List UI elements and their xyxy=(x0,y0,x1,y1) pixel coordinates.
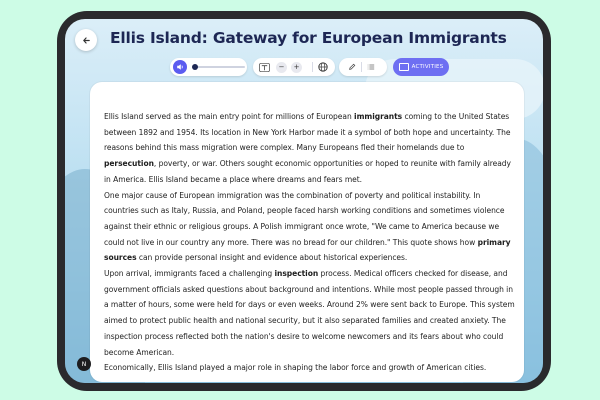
activities-button[interactable] xyxy=(393,58,449,76)
language-button[interactable] xyxy=(318,62,328,72)
text-run: One major cause of European immigration was the combination of poverty and political instability. In countries such as Italy, Russia, and Poland, people faced harsh working conditions and sometimes violence against their ethnic or religious groups. A Polish immigrant once wrote, "We came to America because we could not live in our country any more. There was no bread for our children." This quote shows how xyxy=(104,190,505,247)
notes-button[interactable] xyxy=(367,63,375,71)
corner-badge[interactable]: N xyxy=(77,357,91,371)
toolbar-divider xyxy=(312,62,313,72)
audio-progress-knob[interactable] xyxy=(192,64,198,70)
increase-text-button[interactable]: + xyxy=(291,62,302,73)
toolbar-divider xyxy=(361,62,362,72)
pencil-icon xyxy=(348,63,356,71)
activities-label: ACTIVITIES xyxy=(411,64,444,70)
audio-progress-slider[interactable] xyxy=(193,66,245,68)
keyword-term[interactable]: persecution xyxy=(104,159,154,169)
article-card xyxy=(90,82,524,382)
edit-tools xyxy=(339,58,387,76)
keyword-term[interactable]: primary sources xyxy=(104,237,511,263)
text-tools xyxy=(253,58,335,76)
text-run: can provide personal insight and evidence about historical experiences. xyxy=(136,253,408,263)
arrow-left-icon xyxy=(82,36,91,45)
speaker-icon xyxy=(176,63,184,71)
activities-icon xyxy=(399,63,409,71)
text-run: , poverty, or war. Others sought economic opportunities or hoped to reunite with family already in America. Ellis Island became a place where dreams and fears met. xyxy=(104,159,511,184)
back-button[interactable] xyxy=(75,29,97,51)
article-paragraph xyxy=(104,109,516,188)
text-run: Ellis Island served as the main entry point for millions of European xyxy=(104,112,355,121)
keyword-term[interactable]: inspection xyxy=(274,269,319,279)
article-paragraph xyxy=(104,266,516,360)
list-icon xyxy=(367,63,375,71)
article-paragraph xyxy=(104,188,516,267)
speaker-play-button[interactable] xyxy=(173,60,187,74)
highlight-button[interactable] xyxy=(348,63,356,71)
article-paragraph xyxy=(104,360,516,376)
text-run: Upon arrival, immigrants faced a challenging xyxy=(104,269,275,279)
text-size-icon xyxy=(259,63,270,72)
text-run: Economically, Ellis Island played a major role in shaping the labor force and growth of American cities. xyxy=(104,363,487,373)
text-run: coming to the United States between 1892 and 1954. Its location in New York Harbor made it a symbol of both hope and uncertainty. The reasons behind this mass migration were complex. Many Europeans fled their homelands due to xyxy=(104,112,511,153)
text-size-button[interactable] xyxy=(259,63,270,72)
text-run: process. Medical officers checked for disease, and government officials asked questions about background and intentions. While most people passed through in a matter of hours, some were held for days or even weeks. Around 2% were sent back to Europe. This system aimed to protect public health and national security, but it also separated families and created anxiety. The inspection process reflected both the nation's desire to welcome newcomers and its fears about who could become American. xyxy=(104,269,515,357)
keyword-term[interactable]: immigrants xyxy=(354,112,403,121)
audio-player xyxy=(170,58,247,76)
decrease-text-button[interactable]: − xyxy=(276,62,287,73)
page-title: Ellis Island: Gateway for European Immigrants xyxy=(110,29,507,47)
article-text xyxy=(104,109,516,376)
globe-icon xyxy=(318,62,328,72)
